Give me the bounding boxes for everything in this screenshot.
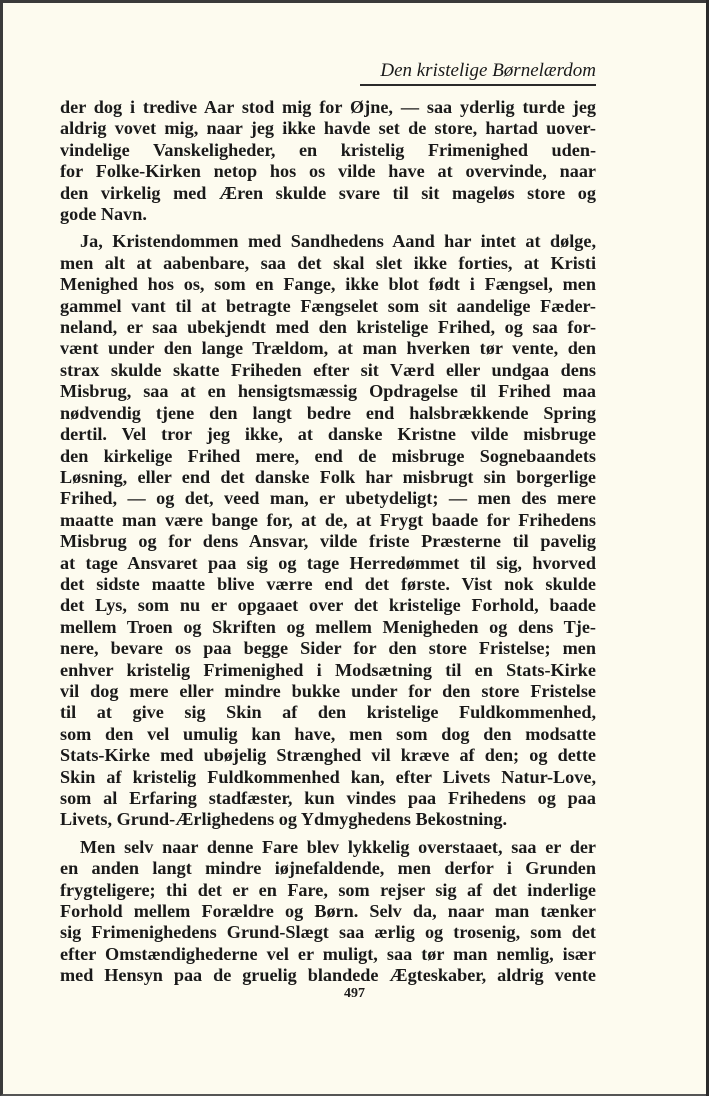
- paragraph-3: [60, 837, 596, 987]
- text-line: Frihed, — og det, veed man, er ubetydeligt; — men des mere: [60, 488, 596, 509]
- text-line: frygteligere; thi det er en Fare, som rejser sig af det inderlige: [60, 879, 596, 900]
- page-number: 497: [344, 986, 365, 1001]
- text-line: Men selv naar denne Fare blev lykkelig overstaaet, saa er der: [80, 836, 596, 857]
- text-line: Menighed hos os, som en Fange, ikke blot født i Fængsel, men: [60, 274, 596, 295]
- text-line: vil dog mere eller mindre bukke under for den store Fristelse: [60, 680, 596, 701]
- text-line: det sidste maatte blive værre end det første. Vist nok skulde: [60, 573, 596, 594]
- text-line: det Lys, som nu er opgaaet over det kristelige Forhold, baade: [60, 595, 596, 616]
- text-line: gammel vant til at betragte Fængselet som sit aandelige Fæder-: [60, 295, 596, 316]
- text-line: Forhold mellem Forældre og Børn. Selv da, naar man tænker: [60, 901, 596, 922]
- text-line: nere, bevare os paa begge Sider for den store Fristelse; men: [60, 638, 596, 659]
- text-line: at tage Ansvaret paa sig og tage Herredømmet til sig, hvorved: [60, 552, 596, 573]
- text-line: vænt under den lange Trældom, at man hverken tør vente, den: [60, 338, 596, 359]
- text-line: aldrig vovet mig, naar jeg ikke havde set de store, hartad uover-: [60, 118, 596, 139]
- text-line: Livets, Grund-Ærlighedens og Ydmyghedens Bekostning.: [60, 809, 508, 830]
- text-line: Skin af kristelig Fuldkommenhed kan, efter Livets Natur-Love,: [60, 766, 596, 787]
- text-line: men alt at aabenbare, saa det skal slet ikke forties, at Kristi: [60, 252, 596, 273]
- text-line: efter Omstændighederne vel er muligt, saa tør man nemlig, især: [60, 943, 596, 964]
- text-line: maatte man være bange for, at de, at Frygt baade for Frihedens: [60, 509, 596, 530]
- text-line: til at give sig Skin af den kristelige Fuldkommenhed,: [60, 702, 596, 723]
- body-text: [60, 97, 596, 987]
- text-line: den kirkelige Frihed mere, end de misbruge Sognebaandets: [60, 445, 596, 466]
- text-line: der dog i tredive Aar stod mig for Øjne, — saa yderlig turde jeg: [60, 97, 596, 117]
- text-line: dertil. Vel tror jeg ikke, at danske Kristne vilde misbruge: [60, 424, 596, 445]
- text-line: for Folke-Kirken netop hos os vilde have at overvinde, naar: [60, 161, 596, 182]
- text-line: gode Navn.: [60, 204, 147, 225]
- paragraph-1: [60, 97, 596, 225]
- header-rule: [360, 84, 596, 86]
- text-line: Stats-Kirke med ubøjelig Strænghed vil kræve af den; og dette: [60, 745, 596, 766]
- text-line: den virkelig med Æren skulde svare til sit mageløs store og: [60, 182, 596, 203]
- text-line: strax skulde skatte Friheden efter sit Værd eller undgaa dens: [60, 359, 596, 380]
- text-line: neland, er saa ubekjendt med den kristelige Frihed, og saa for-: [60, 317, 596, 338]
- text-line: mellem Troen og Skriften og mellem Menigheden og dens Tje-: [60, 616, 596, 637]
- text-line: som al Erfaring stadfæster, kun vindes paa Frihedens og paa: [60, 788, 596, 808]
- text-line: som den vel umulig kan have, men som dog den modsatte: [60, 723, 596, 744]
- running-head: Den kristelige Børnelærdom: [380, 60, 596, 81]
- text-line: Misbrug og for dens Ansvar, vilde friste Præsterne til pavelig: [60, 531, 596, 552]
- paragraph-2: [60, 231, 596, 830]
- text-line: sig Frimenighedens Grund-Slægt saa ærlig og trosenig, som det: [60, 922, 596, 943]
- text-line: en anden langt mindre iøjnefaldende, men derfor i Grunden: [60, 858, 596, 879]
- text-line: Ja, Kristendommen med Sandhedens Aand har intet at dølge,: [80, 231, 596, 252]
- text-line: Misbrug, saa at en hensigtsmæssig Opdragelse til Frihed maa: [60, 381, 596, 402]
- text-line: Løsning, eller end det danske Folk har misbrugt sin borgerlige: [60, 466, 596, 487]
- text-line: enhver kristelig Frimenighed i Modsætning til en Stats-Kirke: [60, 659, 596, 680]
- text-line: vindelige Vanskeligheder, en kristelig Frimenighed uden-: [60, 139, 596, 160]
- text-line: nødvendig tjene den langt bedre end halsbrækkende Spring: [60, 402, 596, 423]
- text-line: med Hensyn paa de gruelig blandede Ægteskaber, aldrig vente: [60, 965, 596, 986]
